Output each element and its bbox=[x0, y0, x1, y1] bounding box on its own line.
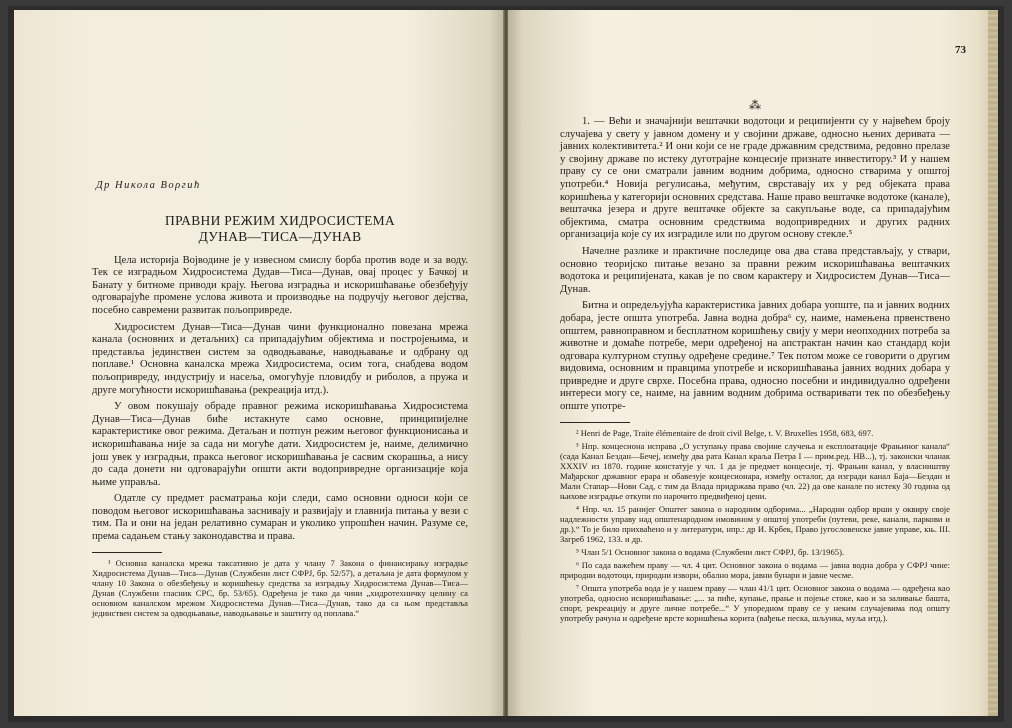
footnote: ⁶ По сада важећем праву — чл. 4 цит. Основног закона о водама — јавна водна добра у СФРЈ чине: природни водотоци, природни извори, обално мора, јавни бунари и јавне чесме. bbox=[560, 559, 950, 580]
paragraph: Начелне разлике и практичне последице ова два става представљају, у ствари, основно теоријско питање везано за правни режим искоришћавања вештачких водотока и реципијената, какав је по свом карактеру и Хидросистем Дунав—Тиса—Дунав. bbox=[560, 245, 950, 295]
paragraph: Хидросистем Дунав—Тиса—Дунав чини функционално повезана мрежа канала (основних и детаљних) са припадајућим објектима и постројењима, и представља јединствен систем за одводњавање, наводњавање и одбрану од поплаве.¹ Основна каналска мрежа Хидросистема, осим тога, снабдева водом пољопривреду, индустрију и насеља, омогућује пловидбу и риболов, а пружа и друге могућности искоришћавања (рекреација итд.). bbox=[92, 321, 468, 396]
article-title bbox=[92, 213, 468, 245]
footnote-divider bbox=[92, 552, 162, 553]
paragraph: 1. — Већи и значајнији вештачки водотоци и реципијенти су у највећем броју случајева у свету у јавном домену и у својини државе, односно њених деривата — јавних колективитета.² И они који се не граде државним средствима, редовно прелазе у својину државе по истеку дуготрајне концесије признате инвеститору.³ И у нашем праву су се они сматрали јавним водним добрима, односно стварима у општој употреби.⁴ Новија регулисања, међутим, сврставају их у ред објеката права коришћења у категорији основних средстава. Наше право вештачке водотоке (канале), вештачка језера и друге вештачке објекте за сакупљање воде, са припадајућим објектима, сматра основним средствима водопривредних и других радних организација које су их изградиле или по другом основу стекле.⁵ bbox=[560, 116, 950, 241]
title-line-2: ДУНАВ—ТИСА—ДУНАВ bbox=[198, 228, 362, 244]
section-ornament: ⁂ bbox=[749, 98, 761, 112]
author-name: Др Никола Вορгић bbox=[96, 180, 201, 191]
footnote: ² Henri de Page, Traite élémentaire de droit civil Belge, t. V. Bruxelles 1958, 683, 697. bbox=[576, 427, 874, 438]
footnote: ⁷ Општа употреба вода је у нашем праву — члан 41/1 цит. Основног закона о водама — одређена као употреба, односно искоришћавање: „... за пиће, купање, прање и појење стоке, као и за заливање башта, спорт, рекреацију и друге личне потребе...“ У упоредном праву се у неким случајевима под општу употребу рачуна и одређене врсте коришћења корита (вађење песка, шљунка, муља итд.). bbox=[560, 582, 950, 623]
footnote: ¹ Основна каналска мрежа таксативно је дата у члану 7 Закона о финансирању изградње Хидросистема Дунав—Тиса—Дунав (Службени лист СФРЈ, бр. 52/57), а детаљна је дата формулом у члану 10 Закона о обезбеђењу и коришћењу средства за изградњу Хидросистема Дунав—Тиса—Дунав (Службени гласник СРС, бр. 53/65). Одређена је тако да чини „хидротехничку целину са основном каналском мрежом Хидросистема Дунав—Тиса—Дунав, тако да са њом представља јединствен систем за одводњавање, наводњавање и заштиту од поплава.“ bbox=[92, 557, 468, 618]
footnote: ⁴ Нпр. чл. 15 ранијег Општег закона о народним одборима... „Народни одбор врши у оквиру своје надлежности управу над општенародном имовином у општој употреби (путеви, реке, канали, паркови и др.).“ То је било прихваћено и у литератури, нпр.: др И. Крбек, Право југословенске јавне управе, књ. III. Загреб 1962, 133. и др. bbox=[560, 503, 950, 544]
footnote: ⁵ Члан 5/1 Основног закона о водама (Службени лист СФРЈ, бр. 13/1965). bbox=[576, 546, 845, 557]
paragraph: Цела историја Војводине је у извесном смислу борба против воде и за воду. Тек се изградњом Хидросистема Дудав—Тиса—Дунав, овај процес у Бачкој и Банату у битноме приводи крају. Његова изградња и искоришћавање обезбеђују одговарајуће промене услова живота и производње на подручју његовог дејства, посебно савремени развитак пољопривреде. bbox=[92, 254, 468, 316]
paragraph: У овом покушају обраде правног режима искоришћавања Хидросистема Дунав—Тиса—Дунав биће истакнуте само основне, принципијелне карактеристике овог режима. Детаљан и потпун режим његовог функционисања и искоришћавања није за сада ни могуће дати. Хидросистем је, наиме, делимично још увек у изградњи, пракса његовог искоришћавања је сасвим скорашња, а нису до сада донети ни одговарајући општи акти водопривредне организације која њиме управља. bbox=[92, 401, 468, 488]
footnote: ³ Нпр. концесиона исправа „О уступању права својине случења и експлоатације Фрањиног канала“ (сада Канал Бездан—Бечеј, између два рата Канал краља Петра I — прим.ред. НВ...), тј. законски чланак XXXIV из 1870. године констатује у чл. 1 да је предмет концесије, тј. Фрањин канал, у власништву Мађарског државног ерара и обавезује концесионара, између осталог, да изгради канал Баја—Бездан и Мали Стапар—Нови Сад, с тим да Влада придржава право (чл. 22) да ове канале по истеку 30 година од њихове изградње откупи по нарочито предвиђеној цени. bbox=[560, 440, 950, 501]
right-page bbox=[508, 10, 998, 716]
title-line-1: ПРАВНИ РЕЖИМ ХИДРОСИСТЕМА bbox=[165, 212, 395, 228]
open-book-spread bbox=[8, 6, 1004, 722]
left-page-content bbox=[92, 180, 468, 621]
left-page bbox=[14, 10, 504, 716]
right-page-content bbox=[560, 100, 950, 626]
paragraph: Одатле су предмет расматрања који следи, само основни односи који се поводом његовог искоришћавања заснивају и развијају и главнија питања у вези с тим. Па и они на један релативно сумаран и уколико упрошћен начин. Разуме се, према садањем стању законодавства и права. bbox=[92, 493, 468, 543]
paragraph: Битна и опредељујућа карактеристика јавних добара уопште, па и јавних водних добара, јесте општа употреба. Јавна водна добра⁶ су, наиме, намењена првенствено општем, равноправном и бесплатном коришћењу свију у мери неопходних потреба за животне и домаће потребе, мери одређеној на апстрактан начин као стандард који одговара културном ступњу одређене средине.⁷ Тек потом може се говорити о другим видовима, основним и правцима употребе и искоришћавања јавних водних добара у привредне и друге сврхе. Посебна права, односно посебни и индивидуално одређени интереси могу се, наиме, на јавним водним добрима остваривати тек по обезбеђењу опште употре- bbox=[560, 300, 950, 413]
footnote-divider bbox=[560, 422, 630, 423]
page-number: 73 bbox=[955, 44, 966, 56]
